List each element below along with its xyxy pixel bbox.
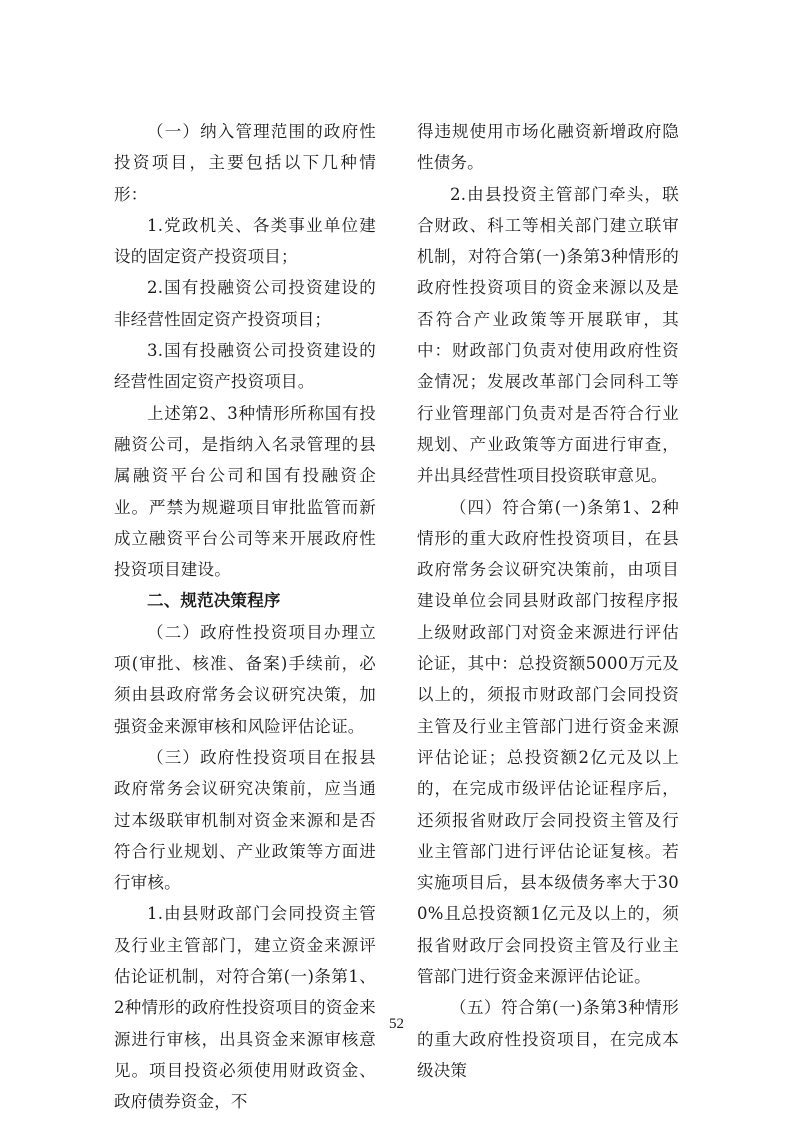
paragraph-item-5: （五）符合第(一)条第3种情形的重大政府性投资项目，在完成本级决策 bbox=[417, 998, 679, 1080]
paragraph-item-4: （四）符合第(一)条第1、2种情形的重大政府性投资项目，在县政府常务会议研究决策前，由项目建设单位会同县财政部门按程序报上级财政部门对资金来源进行评估论证，其中：总投资额5000万元及以上的，须报市财政部门会同投资主管及行业主管部门进行资金来源评估论证；总投资额2亿元及以上的，在完成市级评估论证程序后，还须报省财政厅会同投资主管及行业主管部门进行评估论证复核。若实施项目后，县本级债务率大于300%且总投资额1亿元及以上的，须报省财政厅会同投资主管及行业主管部门进行资金来源评估论证。 bbox=[417, 497, 679, 987]
paragraph-continued: 得违规使用市场化融资新增政府隐性债务。 bbox=[417, 122, 679, 173]
section-heading: 二、规范决策程序 bbox=[147, 591, 281, 611]
paragraph-case-2: 2.国有投融资公司投资建设的非经营性固定资产投资项目； bbox=[114, 278, 376, 329]
left-column bbox=[114, 116, 376, 1118]
paragraph-item-2: （二）政府性投资项目办理立项(审批、核准、备案)手续前，必须由县政府常务会议研究决策，加强资金来源审核和风险评估论证。 bbox=[114, 622, 376, 736]
page-number: 52 bbox=[389, 1016, 404, 1032]
paragraph-scope-intro: （一）纳入管理范围的政府性投资项目，主要包括以下几种情形： bbox=[114, 122, 376, 204]
paragraph-item-3: （三）政府性投资项目在报县政府常务会议研究决策前，应当通过本级联审机制对资金来源和是否符合行业规划、产业政策等方面进行审核。 bbox=[114, 747, 376, 893]
right-column bbox=[417, 116, 679, 1086]
paragraph-item-3-1: 1.由县财政部门会同投资主管及行业主管部门，建立资金来源评估论证机制，对符合第(一)条第1、2种情形的政府性投资项目的资金来源进行审核，出具资金来源审核意见。项目投资必须使用财政资金、政府债券资金，不 bbox=[114, 904, 376, 1112]
paragraph-scope-note: 上述第2、3种情形所称国有投融资公司，是指纳入名录管理的县属融资平台公司和国有投融资企业。严禁为规避项目审批监管而新成立融资平台公司等来开展政府性投资项目建设。 bbox=[114, 403, 376, 580]
paragraph-case-3: 3.国有投融资公司投资建设的经营性固定资产投资项目。 bbox=[114, 341, 376, 392]
paragraph-case-1: 1.党政机关、各类事业单位建设的固定资产投资项目； bbox=[114, 215, 376, 267]
paragraph-item-3-2: 2.由县投资主管部门牵头，联合财政、科工等相关部门建立联审机制，对符合第(一)条第3种情形的政府性投资项目的资金来源以及是否符合产业政策等开展联审，其中：财政部门负责对使用政府性资金情况；发展改革部门会同科工等行业管理部门负责对是否符合行业规划、产业政策等方面进行审查，并出具经营性项目投资联审意见。 bbox=[417, 184, 679, 486]
